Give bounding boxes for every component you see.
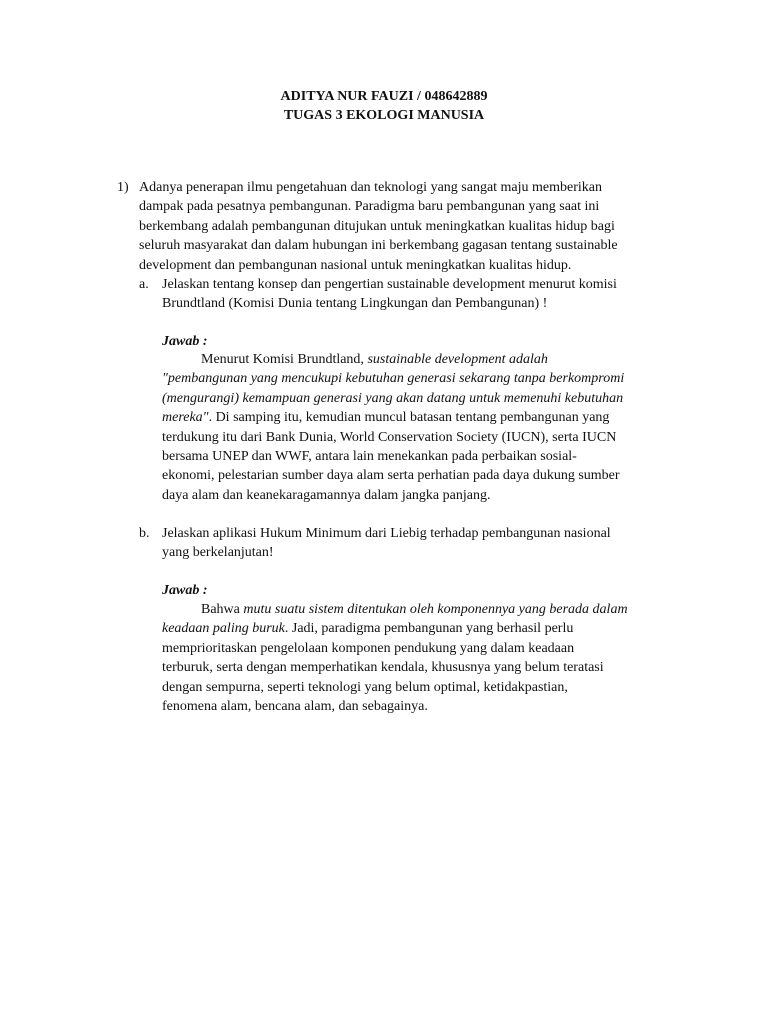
question-line: berkembang adalah pembangunan ditujukan untuk meningkatkan kualitas hidup bagi [139,218,615,234]
subquestion-a-text [162,275,692,314]
assignment-title: TUGAS 3 EKOLOGI MANUSIA [283,108,485,123]
answer-line: keadaan paling buruk. Jadi, paradigma pembangunan yang berhasil perlu [162,621,574,637]
answer-line: dengan sempurna, seperti teknologi yang belum optimal, ketidakpastian, [162,679,568,695]
answer-line: fenomena alam, bencana alam, dan sebagainya. [162,699,428,715]
answer-line: ekonomi, pelestarian sumber daya alam serta perhatian pada daya dukung sumber [162,468,620,484]
answer-line: daya alam dan keanekaragamannya dalam jangka panjang. [162,487,491,503]
question-line: development dan pembangunan nasional untuk meningkatkan kualitas hidup. [139,257,572,273]
question-number: 1) [117,180,129,195]
question-line: Adanya penerapan ilmu pengetahuan dan teknologi yang sangat maju memberikan [139,180,603,195]
question-line: seluruh masyarakat dan dalam hubungan ini berkembang gagasan tentang sustainable [139,238,618,254]
answer-line: terburuk, serta dengan memperhatikan kendala, khususnya yang belum teratasi [162,660,604,676]
answer-line: mereka". Di samping itu, kemudian muncul batasan tentang pembangunan yang [162,410,610,426]
answer-line: Menurut Komisi Brundtland, sustainable development adalah [201,352,548,367]
answer-b-label: Jawab : [162,583,208,598]
subquestion-line: Jelaskan aplikasi Hukum Minimum dari Liebig terhadap pembangunan nasional [162,526,611,541]
subquestion-line: yang berkelanjutan! [162,545,274,561]
answer-line: "pembangunan yang mencukupi kebutuhan generasi sekarang tanpa berkompromi [162,371,625,387]
subquestion-a-letter: a. [139,277,149,292]
subquestion-line: Jelaskan tentang konsep dan pengertian sustainable development menurut komisi [162,277,617,292]
answer-a-text [162,350,680,505]
answer-a-label: Jawab : [162,334,208,349]
subquestion-b-letter: b. [139,526,150,541]
subquestion-line: Brundtland (Komisi Dunia tentang Lingkungan dan Pembangunan) ! [162,296,548,312]
answer-b-text [162,600,680,716]
answer-line: Bahwa mutu suatu sistem ditentukan oleh komponennya yang berada dalam [201,602,628,617]
author-line: ADITYA NUR FAUZI / 048642889 [280,89,488,104]
answer-line: memprioritaskan pengelolaan komponen pendukung yang dalam keadaan [162,640,575,656]
question-line: dampak pada pesatnya pembangunan. Paradigma baru pembangunan yang saat ini [139,199,600,215]
question-1-text [139,178,679,275]
answer-line: (mengurangi) kemampuan generasi yang akan datang untuk memenuhi kebutuhan [162,390,624,406]
answer-line: bersama UNEP dan WWF, antara lain menekankan pada perbaikan sosial- [162,449,577,465]
answer-line: terdukung itu dari Bank Dunia, World Conservation Society (IUCN), serta IUCN [162,429,617,445]
document-header [0,87,768,125]
subquestion-b-text [162,524,692,563]
